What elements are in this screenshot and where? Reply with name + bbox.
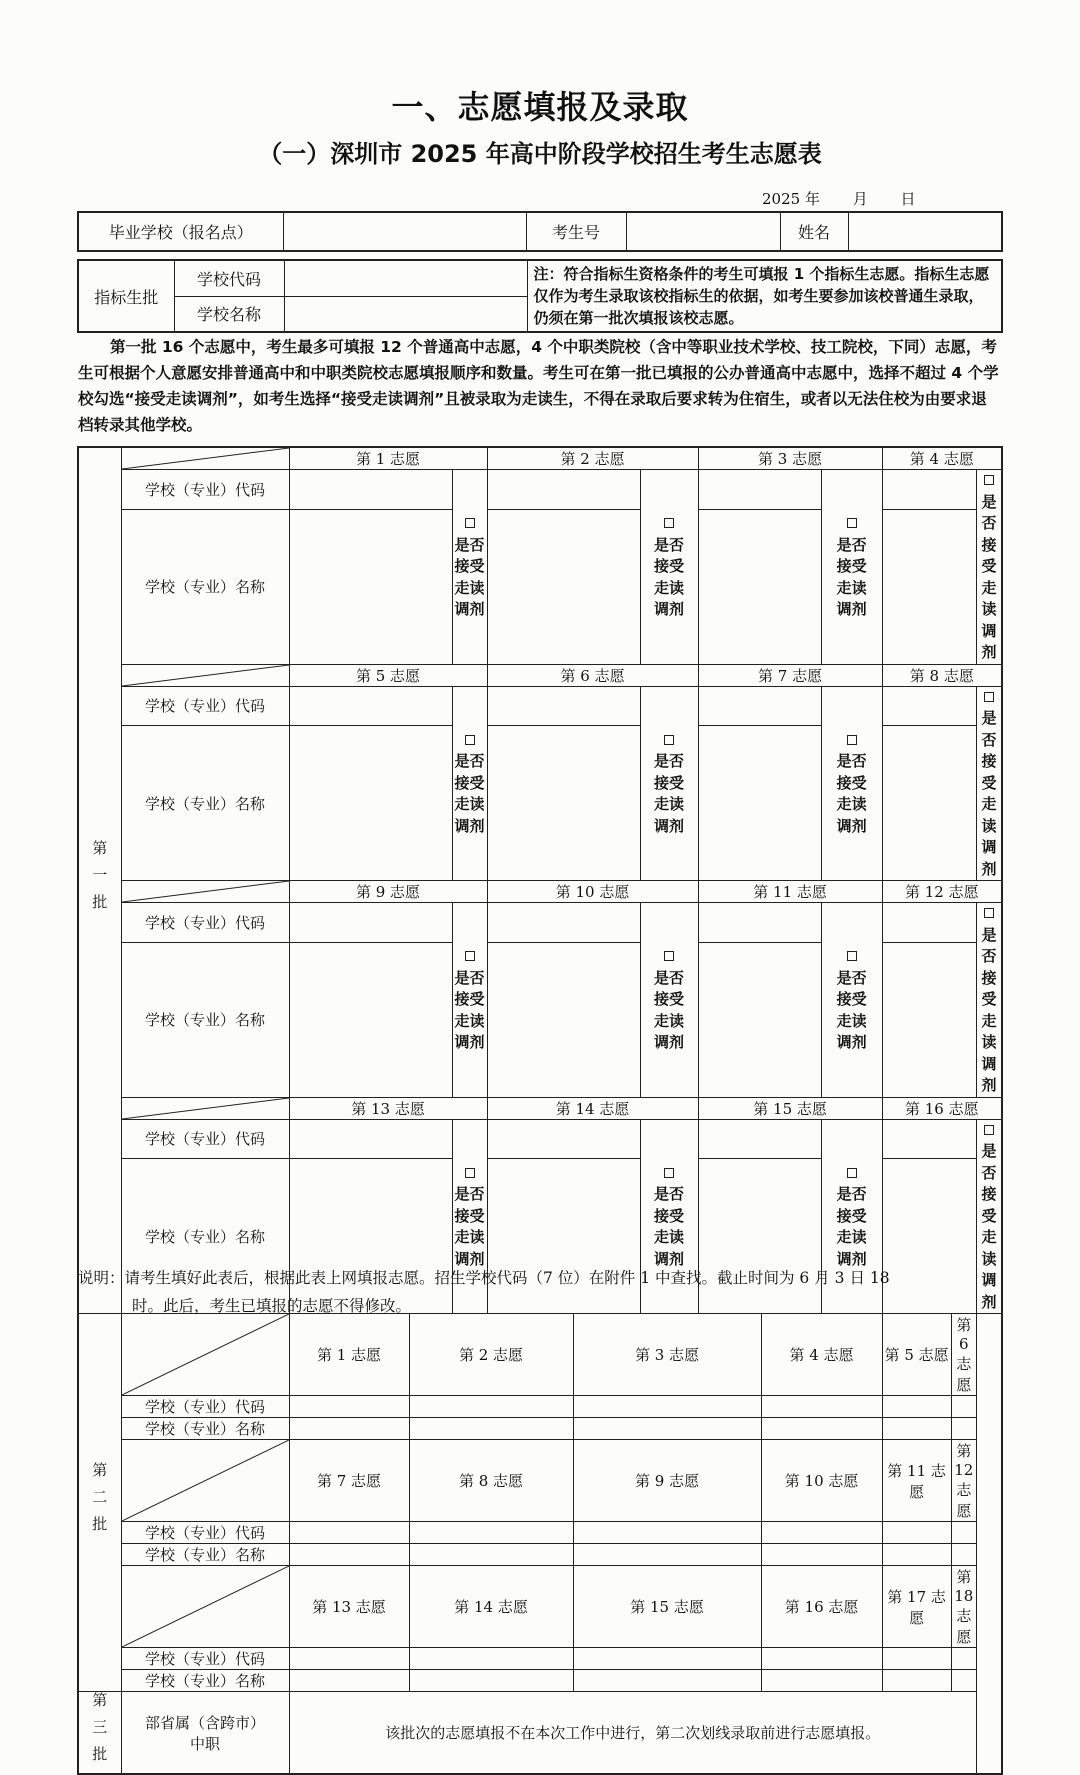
checkbox-box[interactable]: [822, 730, 882, 752]
batch2-choice-header: 第 1 志愿: [289, 1314, 409, 1396]
day-student-adjust-checkbox[interactable]: [977, 686, 1002, 881]
day-student-adjust-checkbox[interactable]: [977, 470, 1002, 665]
school-name-label: 学校（专业）名称: [121, 1544, 289, 1566]
batch2-school-name-field[interactable]: [761, 1544, 882, 1566]
batch1-choice-header: 第 5 志愿: [289, 664, 487, 686]
batch3-type-line1: 部省属（含跨市）: [144, 1713, 265, 1732]
day-student-adjust-checkbox[interactable]: [821, 470, 882, 665]
batch2-school-code-field[interactable]: [761, 1396, 882, 1418]
batch2-choice-header: 第 3 志愿: [573, 1314, 761, 1396]
checkbox-caption: 调剂: [454, 600, 485, 618]
preference-table: [77, 446, 1003, 1775]
batch1-choice-header: 第 7 志愿: [698, 664, 882, 686]
batch1-school-name-field[interactable]: [698, 942, 821, 1097]
student-name-field[interactable]: [848, 212, 1002, 251]
graduating-school-field[interactable]: [283, 212, 526, 251]
school-code-label: 学校（专业）代码: [121, 686, 289, 726]
batch2-school-name-field[interactable]: [289, 1418, 409, 1440]
footer-line-1: 说明：请考生填好此表后，根据此表上网填报志愿。招生学校代码（7 位）在附件 1 中查找。截止时间为 6 月 3 日 18: [78, 1269, 890, 1287]
batch1-header-diagonal: [121, 881, 289, 903]
batch1-school-name-field[interactable]: [698, 726, 821, 881]
student-name-label: 姓名: [780, 212, 848, 251]
batch2-school-name-field[interactable]: [882, 1418, 951, 1440]
batch1-school-code-field[interactable]: [487, 903, 640, 943]
checkbox-caption: 调剂: [454, 1033, 485, 1051]
batch1-choice-header: 第 4 志愿: [882, 447, 1002, 470]
checkbox-caption: 调剂: [836, 600, 867, 618]
school-code-label: 学校（专业）代码: [121, 1119, 289, 1159]
batch1-choice-header: 第 15 志愿: [698, 1097, 882, 1119]
batch1-header-diagonal: [121, 1097, 289, 1119]
checkbox-caption: 接受: [981, 752, 997, 792]
batch1-school-code-field[interactable]: [487, 1119, 640, 1159]
checkbox-caption: 走读: [836, 1011, 867, 1030]
batch3-type-line2: 中职: [189, 1734, 220, 1753]
day-student-adjust-checkbox[interactable]: [640, 470, 698, 665]
day-student-adjust-checkbox[interactable]: [640, 686, 698, 881]
batch1-choice-header: 第 14 志愿: [487, 1097, 698, 1119]
checkbox-caption: 是否: [836, 1185, 867, 1203]
batch2-choice-header: 第 18 志愿: [951, 1566, 976, 1648]
batch3-note: 该批次的志愿填报不在本次工作中进行，第二次划线录取前进行志愿填报。: [289, 1692, 977, 1775]
batch1-school-name-field[interactable]: [289, 726, 452, 881]
checkbox-box[interactable]: [641, 513, 698, 535]
checkbox-box[interactable]: [641, 1163, 698, 1185]
batch1-header-diagonal: [121, 447, 289, 470]
batch1-school-code-field[interactable]: [698, 1119, 821, 1159]
checkbox-caption: 走读: [654, 1228, 685, 1246]
index-batch-table: [77, 259, 1003, 333]
exam-number-label: 考生号: [526, 212, 626, 251]
checkbox-caption: 接受: [836, 773, 867, 792]
batch1-choice-header: 第 8 志愿: [882, 664, 1002, 686]
batch2-label: 第二批: [78, 1314, 121, 1692]
checkbox-caption: 接受: [836, 990, 867, 1008]
batch2-school-code-field[interactable]: [882, 1522, 951, 1544]
batch2-school-name-field[interactable]: [951, 1418, 976, 1440]
page-title: 一、志愿填报及录取: [391, 88, 689, 126]
batch1-choice-header: 第 10 志愿: [487, 881, 698, 903]
checkbox-caption: 接受: [654, 773, 685, 792]
checkbox-caption: 是否: [454, 968, 485, 987]
batch1-school-name-field[interactable]: [487, 942, 640, 1097]
school-code-label: 学校（专业）代码: [121, 1522, 289, 1544]
batch2-choice-header: 第 12 志愿: [951, 1440, 976, 1522]
batch1-school-code-field[interactable]: [698, 470, 821, 510]
exam-number-field[interactable]: [626, 212, 780, 251]
applicant-info-table: [77, 211, 1003, 252]
checkbox-caption: 是否: [836, 535, 867, 554]
school-name-label: 学校（专业）名称: [121, 1159, 289, 1314]
school-name-label: 学校（专业）名称: [121, 1670, 289, 1692]
batch1-school-code-field[interactable]: [289, 470, 452, 510]
checkbox-caption: 调剂: [836, 816, 867, 835]
checkbox-box[interactable]: [641, 946, 698, 968]
checkbox-caption: 接受: [654, 990, 685, 1008]
batch2-school-name-field[interactable]: [951, 1670, 976, 1692]
day-student-adjust-checkbox[interactable]: [821, 903, 882, 1098]
batch2-choice-header: 第 8 志愿: [409, 1440, 573, 1522]
batch3-school-type: [121, 1692, 289, 1775]
form-subtitle: （一）深圳市 2025 年高中阶段学校招生考生志愿表: [258, 140, 822, 168]
batch2-school-name-field[interactable]: [289, 1670, 409, 1692]
batch1-school-code-field[interactable]: [289, 686, 452, 726]
batch1-choice-header: 第 3 志愿: [698, 447, 882, 470]
date-year: 2025 年: [762, 190, 820, 208]
batch3-label: 第三批: [78, 1692, 121, 1775]
batch2-school-code-field[interactable]: [289, 1522, 409, 1544]
school-name-label: 学校（专业）名称: [121, 942, 289, 1097]
batch2-school-name-field[interactable]: [409, 1418, 573, 1440]
batch1-choice-header: 第 11 志愿: [698, 881, 882, 903]
checkbox-caption: 接受: [981, 535, 997, 575]
checkbox-caption: 接受: [454, 990, 485, 1008]
checkbox-box[interactable]: [822, 946, 882, 968]
checkbox-caption: 是否: [454, 752, 485, 770]
checkbox-caption: 接受: [981, 968, 997, 1008]
checkbox-caption: 调剂: [981, 1054, 997, 1094]
batch1-choice-header: 第 9 志愿: [289, 881, 487, 903]
batch2-school-code-field[interactable]: [573, 1522, 761, 1544]
date-line: [762, 188, 944, 209]
batch2-choice-header: 第 9 志愿: [573, 1440, 761, 1522]
batch2-choice-header: 第 2 志愿: [409, 1314, 573, 1396]
checkbox-caption: 是否: [454, 1185, 485, 1203]
batch2-school-name-field[interactable]: [573, 1418, 761, 1440]
checkbox-box[interactable]: [641, 730, 698, 752]
checkbox-caption: 是否: [981, 709, 997, 749]
batch2-choice-header: 第 10 志愿: [761, 1440, 882, 1522]
index-batch-label: 指标生批: [78, 260, 174, 332]
day-student-adjust-checkbox[interactable]: [452, 903, 487, 1098]
checkbox-box[interactable]: [977, 903, 1001, 925]
batch2-school-code-field[interactable]: [951, 1396, 976, 1418]
checkbox-caption: 调剂: [981, 621, 997, 661]
checkbox-caption: 走读: [454, 1228, 485, 1246]
batch2-school-code-field[interactable]: [882, 1396, 951, 1418]
checkbox-box[interactable]: [453, 513, 487, 535]
checkbox-caption: 调剂: [654, 1249, 685, 1268]
batch2-school-name-field[interactable]: [761, 1418, 882, 1440]
batch2-choice-header: 第 14 志愿: [409, 1566, 573, 1648]
batch2-school-name-field[interactable]: [573, 1670, 761, 1692]
checkbox-caption: 调剂: [654, 600, 685, 618]
checkbox-box[interactable]: [822, 1163, 882, 1185]
checkbox-caption: 是否: [981, 492, 997, 532]
checkbox-caption: 走读: [981, 578, 997, 618]
day-student-adjust-checkbox[interactable]: [452, 686, 487, 881]
batch1-school-code-field[interactable]: [882, 1119, 976, 1159]
batch2-school-name-field[interactable]: [882, 1670, 951, 1692]
checkbox-caption: 走读: [981, 1011, 997, 1051]
school-code-label: 学校（专业）代码: [121, 1396, 289, 1418]
checkbox-box[interactable]: [453, 946, 487, 968]
batch2-school-name-field[interactable]: [573, 1544, 761, 1566]
batch2-school-name-field[interactable]: [289, 1544, 409, 1566]
checkbox-caption: 调剂: [981, 838, 997, 878]
school-code-label: 学校（专业）代码: [121, 1648, 289, 1670]
batch2-choice-header: 第 4 志愿: [761, 1314, 882, 1396]
checkbox-caption: 是否: [654, 1185, 685, 1203]
batch1-choice-header: 第 1 志愿: [289, 447, 487, 470]
batch2-school-name-field[interactable]: [409, 1544, 573, 1566]
batch2-header-diagonal: [121, 1440, 289, 1522]
checkbox-caption: 调剂: [454, 816, 485, 835]
footer-note: [78, 1264, 1008, 1320]
checkbox-caption: 调剂: [654, 1033, 685, 1051]
checkbox-caption: 接受: [454, 773, 485, 792]
checkbox-caption: 走读: [454, 795, 485, 813]
batch2-school-code-field[interactable]: [289, 1648, 409, 1670]
batch1-school-code-field[interactable]: [487, 470, 640, 510]
checkbox-caption: 走读: [654, 795, 685, 813]
checkbox-box[interactable]: [453, 1163, 487, 1185]
batch2-school-code-field[interactable]: [951, 1648, 976, 1670]
checkbox-caption: 调剂: [836, 1033, 867, 1051]
checkbox-box[interactable]: [977, 470, 1001, 492]
batch1-school-code-field[interactable]: [289, 903, 452, 943]
instructions-paragraph: 第一批 16 个志愿中，考生最多可填报 12 个普通高中志愿，4 个中职类院校（含中等职业技术学校、技工院校，下同）志愿，考生可根据个人意愿安排普通高中和中职类院校志愿填报顺序和数量。考生可在第一批已填报的公办普通高中志愿中，选择不超过 4 个学校勾选“接受走读调剂”，如考生选择“接受走读调剂”且被录取为走读生，不得在录取后要求转为住宿生，或者以无法住校为由要求退档转录其他学校。: [78, 338, 999, 434]
checkbox-caption: 走读: [454, 1011, 485, 1030]
school-code-label: 学校（专业）代码: [121, 470, 289, 510]
checkbox-caption: 走读: [836, 795, 867, 813]
day-student-adjust-checkbox[interactable]: [977, 903, 1002, 1098]
school-name-label: 学校（专业）名称: [121, 726, 289, 881]
batch1-school-name-field[interactable]: [882, 726, 976, 881]
batch2-school-code-field[interactable]: [573, 1396, 761, 1418]
batch1-school-name-field[interactable]: [882, 942, 976, 1097]
batch1-choice-header: 第 2 志愿: [487, 447, 698, 470]
day-student-adjust-checkbox[interactable]: [821, 686, 882, 881]
checkbox-caption: 调剂: [454, 1249, 485, 1268]
checkbox-caption: 调剂: [981, 1271, 997, 1311]
checkbox-caption: 接受: [981, 1185, 997, 1225]
batch1-choice-header: 第 13 志愿: [289, 1097, 487, 1119]
checkbox-caption: 是否: [454, 535, 485, 554]
batch2-school-name-field[interactable]: [882, 1544, 951, 1566]
batch2-school-code-field[interactable]: [409, 1648, 573, 1670]
checkbox-caption: 走读: [836, 578, 867, 597]
school-name-label: 学校（专业）名称: [121, 509, 289, 664]
day-student-adjust-checkbox[interactable]: [452, 470, 487, 665]
batch1-choice-header: 第 6 志愿: [487, 664, 698, 686]
checkbox-caption: 接受: [836, 1206, 867, 1225]
checkbox-caption: 是否: [836, 752, 867, 770]
date-day: 日: [900, 190, 916, 208]
batch1-choice-header: 第 12 志愿: [882, 881, 1002, 903]
checkbox-caption: 是否: [654, 968, 685, 987]
checkbox-caption: 是否: [981, 925, 997, 965]
checkbox-box[interactable]: [977, 1120, 1001, 1142]
index-batch-note: 注：符合指标生资格条件的考生可填报 1 个指标生志愿。指标生志愿仅作为考生录取该校指标生的依据，如考生要参加该校普通生录取，仍须在第一批次填报该校志愿。: [527, 260, 1002, 332]
batch2-school-code-field[interactable]: [573, 1648, 761, 1670]
batch2-choice-header: 第 13 志愿: [289, 1566, 409, 1648]
checkbox-caption: 走读: [836, 1228, 867, 1246]
batch2-school-name-field[interactable]: [951, 1544, 976, 1566]
batch1-school-code-field[interactable]: [698, 903, 821, 943]
school-code-label: 学校（专业）代码: [121, 903, 289, 943]
batch2-choice-header: 第 15 志愿: [573, 1566, 761, 1648]
batch1-school-name-field[interactable]: [289, 509, 452, 664]
checkbox-caption: 是否: [836, 968, 867, 987]
index-school-code-field[interactable]: [284, 260, 527, 296]
date-month: 月: [852, 190, 868, 208]
batch2-school-code-field[interactable]: [882, 1648, 951, 1670]
batch1-header-diagonal: [121, 664, 289, 686]
batch1-choice-header: 第 16 志愿: [882, 1097, 1002, 1119]
batch2-school-code-field[interactable]: [951, 1522, 976, 1544]
batch1-school-name-field[interactable]: [698, 509, 821, 664]
batch2-choice-header: 第 6 志愿: [951, 1314, 976, 1396]
index-school-name-field[interactable]: [284, 296, 527, 332]
day-student-adjust-checkbox[interactable]: [640, 903, 698, 1098]
checkbox-caption: 调剂: [836, 1249, 867, 1268]
graduating-school-label: 毕业学校（报名点）: [78, 212, 283, 251]
checkbox-caption: 接受: [454, 557, 485, 575]
batch2-choice-header: 第 7 志愿: [289, 1440, 409, 1522]
batch2-school-name-field[interactable]: [761, 1670, 882, 1692]
batch1-school-code-field[interactable]: [882, 470, 976, 510]
batch2-choice-header: 第 5 志愿: [882, 1314, 951, 1396]
batch2-school-code-field[interactable]: [409, 1522, 573, 1544]
index-school-code-label: 学校代码: [174, 260, 284, 296]
batch2-school-code-field[interactable]: [409, 1396, 573, 1418]
checkbox-caption: 是否: [654, 752, 685, 770]
batch2-choice-header: 第 11 志愿: [882, 1440, 951, 1522]
checkbox-caption: 接受: [454, 1206, 485, 1225]
batch2-header-diagonal: [121, 1314, 289, 1396]
school-name-label: 学校（专业）名称: [121, 1418, 289, 1440]
checkbox-caption: 接受: [654, 557, 685, 575]
checkbox-box[interactable]: [453, 730, 487, 752]
batch1-school-code-field[interactable]: [882, 686, 976, 726]
batch1-school-name-field[interactable]: [882, 509, 976, 664]
index-school-name-label: 学校名称: [174, 296, 284, 332]
checkbox-caption: 接受: [836, 557, 867, 575]
checkbox-caption: 是否: [981, 1142, 997, 1182]
checkbox-caption: 走读: [654, 578, 685, 597]
checkbox-box[interactable]: [977, 687, 1001, 709]
batch2-choice-header: 第 17 志愿: [882, 1566, 951, 1648]
batch1-school-code-field[interactable]: [487, 686, 640, 726]
checkbox-box[interactable]: [822, 513, 882, 535]
checkbox-caption: 走读: [981, 1228, 997, 1268]
checkbox-caption: 调剂: [654, 816, 685, 835]
batch1-school-name-field[interactable]: [289, 942, 452, 1097]
batch1-school-code-field[interactable]: [289, 1119, 452, 1159]
checkbox-caption: 走读: [454, 578, 485, 597]
batch2-choice-header: 第 16 志愿: [761, 1566, 882, 1648]
batch2-school-code-field[interactable]: [761, 1648, 882, 1670]
batch1-school-code-field[interactable]: [882, 903, 976, 943]
batch1-school-code-field[interactable]: [698, 686, 821, 726]
checkbox-caption: 走读: [654, 1011, 685, 1030]
batch2-school-code-field[interactable]: [761, 1522, 882, 1544]
batch2-school-code-field[interactable]: [289, 1396, 409, 1418]
batch2-school-name-field[interactable]: [409, 1670, 573, 1692]
batch1-label: 第一批: [78, 447, 121, 1314]
footer-line-2: 时。此后，考生已填报的志愿不得修改。: [132, 1297, 412, 1315]
batch1-school-name-field[interactable]: [487, 726, 640, 881]
checkbox-caption: 接受: [654, 1206, 685, 1225]
batch1-school-name-field[interactable]: [487, 509, 640, 664]
batch2-header-diagonal: [121, 1566, 289, 1648]
checkbox-caption: 是否: [654, 535, 685, 554]
checkbox-caption: 走读: [981, 795, 997, 835]
